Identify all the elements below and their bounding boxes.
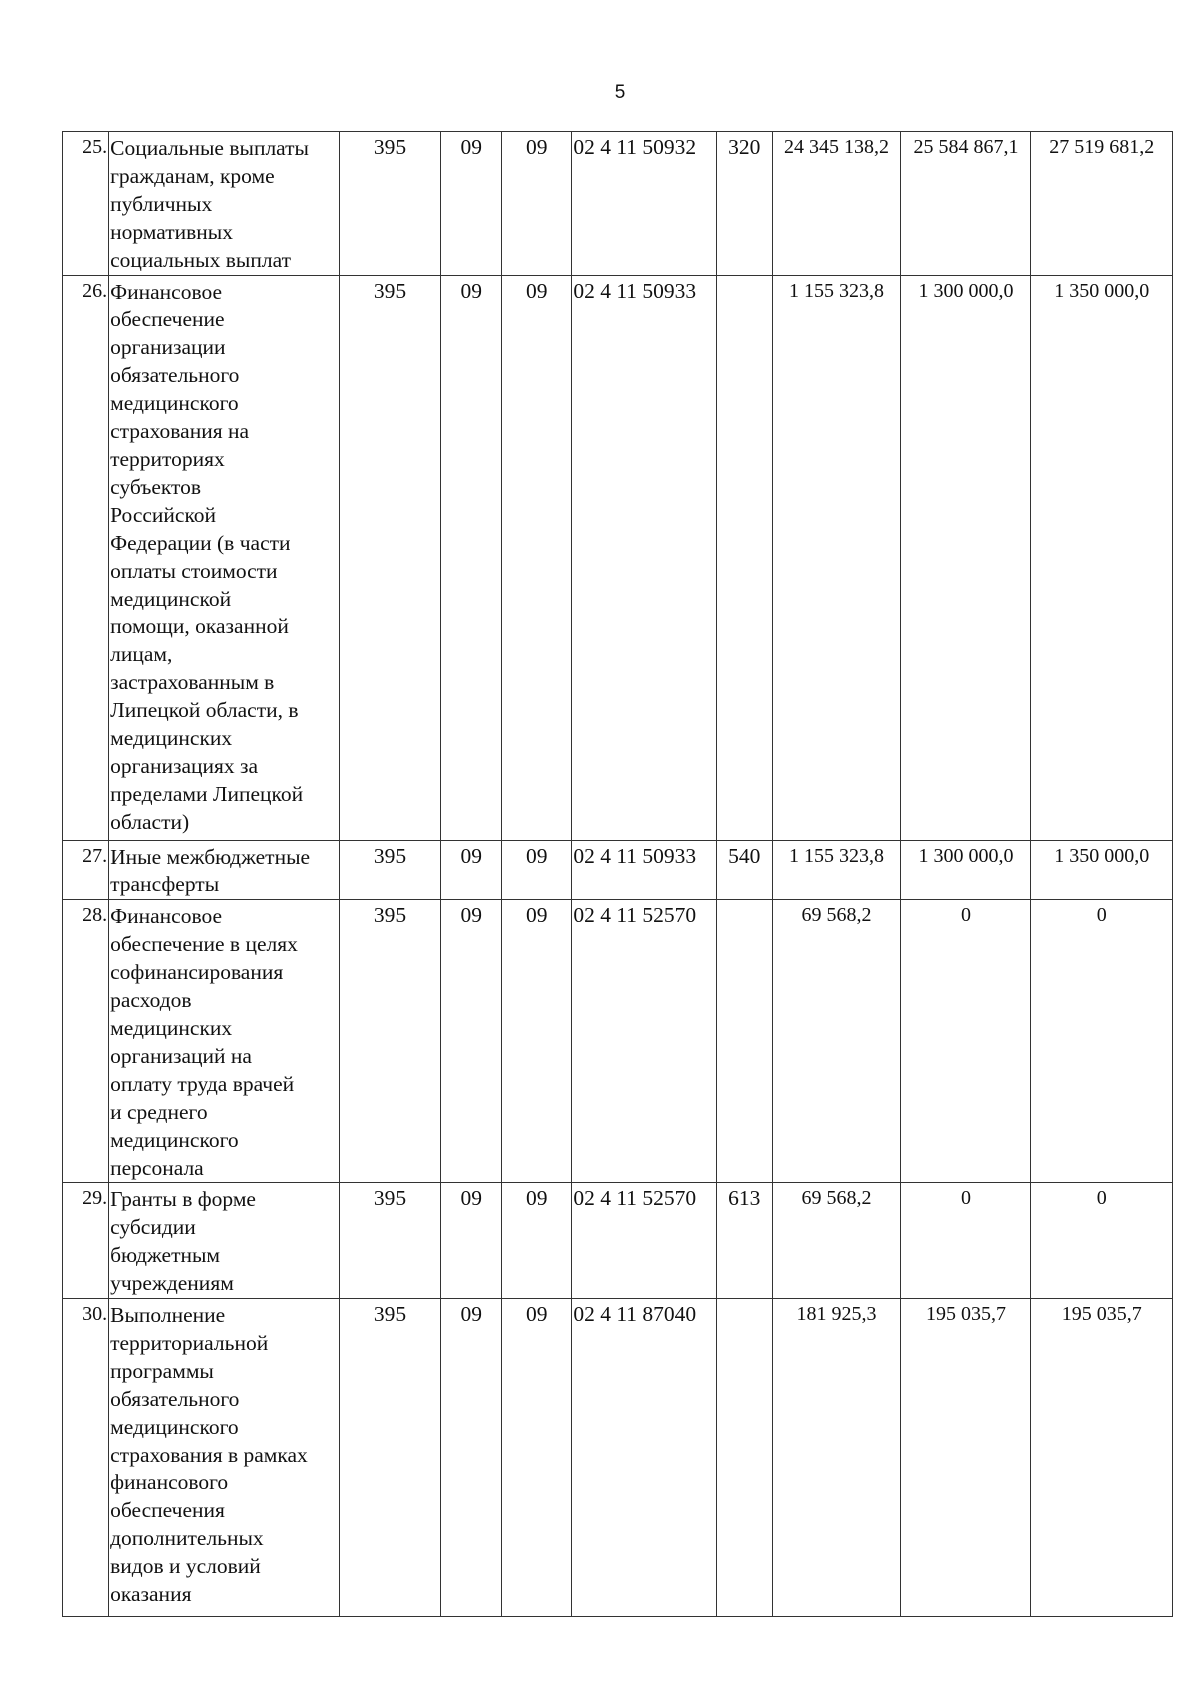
expense-name-line: застрахованным в bbox=[110, 670, 275, 695]
expense-name-line: Финансовое bbox=[110, 904, 223, 929]
amount-year-3: 1 350 000,0 bbox=[1031, 275, 1173, 840]
expense-type-code: 613 bbox=[717, 1183, 773, 1299]
expense-name bbox=[109, 840, 340, 900]
expense-name-line: Федерации (в части bbox=[110, 530, 291, 555]
subsection-code: 09 bbox=[502, 1299, 572, 1617]
table-row bbox=[63, 1299, 1173, 1617]
budget-table-body bbox=[63, 132, 1173, 1617]
expense-name-line: обеспечение bbox=[110, 307, 225, 332]
ministry-code: 395 bbox=[339, 1183, 441, 1299]
amount-year-1: 1 155 323,8 bbox=[772, 840, 901, 900]
target-article-code: 02 4 11 52570 bbox=[572, 1183, 717, 1299]
expense-name-line: Иные межбюджетные bbox=[110, 844, 311, 869]
amount-year-3: 195 035,7 bbox=[1031, 1299, 1173, 1617]
expense-name-line: Гранты в форме bbox=[110, 1187, 256, 1212]
expense-name-line: социальных выплат bbox=[110, 247, 291, 272]
amount-year-3: 27 519 681,2 bbox=[1031, 132, 1173, 276]
amount-year-3: 0 bbox=[1031, 1183, 1173, 1299]
expense-name bbox=[109, 1299, 340, 1617]
expense-name-line: обеспечения bbox=[110, 1498, 225, 1523]
table-row bbox=[63, 275, 1173, 840]
row-number: 28. bbox=[63, 900, 109, 1183]
expense-name-line: гражданам, кроме bbox=[110, 163, 275, 188]
row-number: 29. bbox=[63, 1183, 109, 1299]
subsection-code: 09 bbox=[502, 275, 572, 840]
expense-name-line: расходов bbox=[110, 988, 192, 1013]
expense-name-line: Финансовое bbox=[110, 279, 223, 304]
expense-name-line: финансового bbox=[110, 1470, 229, 1495]
expense-type-code: 540 bbox=[717, 840, 773, 900]
section-code: 09 bbox=[441, 1299, 502, 1617]
ministry-code: 395 bbox=[339, 132, 441, 276]
target-article-code: 02 4 11 50932 bbox=[572, 132, 717, 276]
expense-type-code bbox=[717, 1299, 773, 1617]
expense-name-line: страхования в рамках bbox=[110, 1442, 308, 1467]
amount-year-2: 0 bbox=[901, 900, 1031, 1183]
section-code: 09 bbox=[441, 900, 502, 1183]
subsection-code: 09 bbox=[502, 840, 572, 900]
expense-name-line: нормативных bbox=[110, 219, 233, 244]
expense-name-line: медицинского bbox=[110, 1414, 239, 1439]
expense-name-line: лицам, bbox=[110, 642, 173, 667]
row-number: 30. bbox=[63, 1299, 109, 1617]
amount-year-1: 1 155 323,8 bbox=[772, 275, 901, 840]
expense-name-line: дополнительных bbox=[110, 1526, 264, 1551]
amount-year-2: 25 584 867,1 bbox=[901, 132, 1031, 276]
amount-year-2: 195 035,7 bbox=[901, 1299, 1031, 1617]
expense-name-line: и среднего bbox=[110, 1099, 208, 1124]
expense-name bbox=[109, 900, 340, 1183]
target-article-code: 02 4 11 52570 bbox=[572, 900, 717, 1183]
amount-year-1: 181 925,3 bbox=[772, 1299, 901, 1617]
expense-type-code: 320 bbox=[717, 132, 773, 276]
section-code: 09 bbox=[441, 840, 502, 900]
expense-name-line: публичных bbox=[110, 191, 213, 216]
expense-name-line: обязательного bbox=[110, 1386, 240, 1411]
expense-name-line: помощи, оказанной bbox=[110, 614, 289, 639]
expense-name-line: области) bbox=[110, 809, 190, 834]
target-article-code: 02 4 11 87040 bbox=[572, 1299, 717, 1617]
ministry-code: 395 bbox=[339, 275, 441, 840]
expense-name-line: страхования на bbox=[110, 419, 250, 444]
expense-name-line: организации bbox=[110, 335, 226, 360]
expense-name-line: оплаты стоимости bbox=[110, 558, 278, 583]
ministry-code: 395 bbox=[339, 1299, 441, 1617]
expense-name-line: бюджетным bbox=[110, 1243, 221, 1268]
row-number: 27. bbox=[63, 840, 109, 900]
subsection-code: 09 bbox=[502, 900, 572, 1183]
section-code: 09 bbox=[441, 132, 502, 276]
table-row bbox=[63, 840, 1173, 900]
ministry-code: 395 bbox=[339, 840, 441, 900]
amount-year-1: 69 568,2 bbox=[772, 900, 901, 1183]
amount-year-3: 0 bbox=[1031, 900, 1173, 1183]
expense-name bbox=[109, 275, 340, 840]
target-article-code: 02 4 11 50933 bbox=[572, 840, 717, 900]
expense-name-line: организаций на bbox=[110, 1043, 252, 1068]
expense-name-line: обеспечение в целях bbox=[110, 932, 298, 957]
expense-name-line: территориальной bbox=[110, 1330, 269, 1355]
table-row bbox=[63, 900, 1173, 1183]
expense-name-line: медицинского bbox=[110, 1127, 239, 1152]
section-code: 09 bbox=[441, 275, 502, 840]
row-number: 25. bbox=[63, 132, 109, 276]
expense-name bbox=[109, 1183, 340, 1299]
amount-year-1: 69 568,2 bbox=[772, 1183, 901, 1299]
subsection-code: 09 bbox=[502, 1183, 572, 1299]
expense-name-line: обязательного bbox=[110, 363, 240, 388]
table-row bbox=[63, 132, 1173, 276]
ministry-code: 395 bbox=[339, 900, 441, 1183]
target-article-code: 02 4 11 50933 bbox=[572, 275, 717, 840]
expense-name bbox=[109, 132, 340, 276]
row-number: 26. bbox=[63, 275, 109, 840]
expense-name-line: Выполнение bbox=[110, 1303, 226, 1328]
expense-type-code bbox=[717, 275, 773, 840]
expense-name-line: пределами Липецкой bbox=[110, 781, 304, 806]
expense-name-line: территориях bbox=[110, 446, 225, 471]
expense-name-line: оплату труда врачей bbox=[110, 1071, 295, 1096]
amount-year-2: 1 300 000,0 bbox=[901, 840, 1031, 900]
expense-name-line: персонала bbox=[110, 1155, 204, 1180]
expense-name-line: Липецкой области, в bbox=[110, 698, 299, 723]
amount-year-3: 1 350 000,0 bbox=[1031, 840, 1173, 900]
expense-name-line: субсидии bbox=[110, 1215, 196, 1240]
expense-name-line: медицинских bbox=[110, 726, 233, 751]
budget-table bbox=[62, 131, 1173, 1617]
expense-name-line: организациях за bbox=[110, 753, 259, 778]
amount-year-2: 1 300 000,0 bbox=[901, 275, 1031, 840]
table-row bbox=[63, 1183, 1173, 1299]
expense-name-line: медицинских bbox=[110, 1015, 233, 1040]
expense-name-line: видов и условий bbox=[110, 1554, 261, 1579]
section-code: 09 bbox=[441, 1183, 502, 1299]
expense-name-line: оказания bbox=[110, 1582, 192, 1607]
expense-name-line: медицинской bbox=[110, 586, 232, 611]
expense-name-line: программы bbox=[110, 1358, 214, 1383]
expense-name-line: софинансирования bbox=[110, 960, 284, 985]
expense-type-code bbox=[717, 900, 773, 1183]
expense-name-line: Российской bbox=[110, 502, 217, 527]
amount-year-1: 24 345 138,2 bbox=[772, 132, 901, 276]
expense-name-line: трансферты bbox=[110, 872, 220, 897]
expense-name-line: медицинского bbox=[110, 391, 239, 416]
amount-year-2: 0 bbox=[901, 1183, 1031, 1299]
subsection-code: 09 bbox=[502, 132, 572, 276]
expense-name-line: субъектов bbox=[110, 474, 202, 499]
page-number: 5 bbox=[614, 82, 626, 103]
expense-name-line: Социальные выплаты bbox=[110, 136, 310, 160]
expense-name-line: учреждениям bbox=[110, 1271, 234, 1296]
